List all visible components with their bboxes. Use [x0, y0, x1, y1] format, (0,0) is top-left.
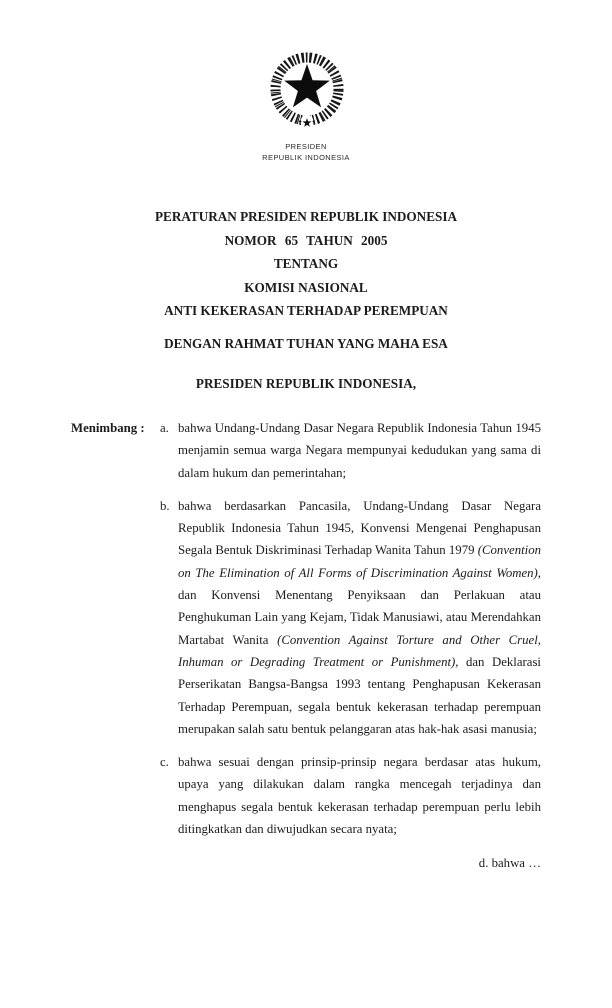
tentang-label: TENTANG [273, 256, 339, 271]
agency-line-presiden: PRESIDEN [285, 142, 327, 151]
subject-line-1: KOMISI NASIONAL [244, 279, 368, 295]
subject-line-2: ANTI KEKERASAN TERHADAP PEREMPUAN [164, 303, 448, 318]
regulation-title-block [0, 205, 612, 323]
item-marker: c. [160, 755, 169, 770]
agency-header [0, 141, 612, 163]
considerations-items [160, 417, 541, 875]
considerations-section [71, 417, 541, 875]
star-in-wreath-seal-icon [267, 48, 347, 134]
item-marker: b. [160, 498, 170, 513]
enacting-authority-line: PRESIDEN REPUBLIK INDONESIA, [195, 376, 417, 391]
consideration-item-b [160, 495, 541, 740]
item-text: bahwa Undang-Undang Dasar Negara Republik Indonesia Tahun 1945 menjamin semua warga Negara mempunyai kedudukan yang sama di dalam hukum dan pemerintahan; [178, 421, 541, 480]
consideration-item-a [160, 417, 541, 484]
convention-title-italic: (Convention on The Elimination of All Forms of Discrimination Against Women), [178, 543, 541, 580]
considerations-label: Menimbang : [71, 421, 145, 435]
consideration-item-c [160, 751, 541, 840]
convention-title-italic: (Convention Against Torture and Other Cruel, Inhuman or Degrading Treatment or Punishment), [178, 632, 541, 669]
regulation-title: PERATURAN PRESIDEN REPUBLIK INDONESIA [154, 209, 457, 224]
page-catchword: d. bahwa … [478, 856, 541, 871]
agency-line-republik-indonesia: REPUBLIK INDONESIA [262, 153, 350, 162]
item-text: bahwa sesuai dengan prinsip-prinsip negara berdasar atas hukum, upaya yang dilakukan dalam rangka mencegah terjadinya dan menghapus segala bentuk kekerasan terhadap perempuan perlu lebih ditingkatkan dan diwujudkan secara nyata; [178, 755, 541, 837]
regulation-number: NOMOR 65 TAHUN 2005 [224, 232, 388, 248]
invocation-line: DENGAN RAHMAT TUHAN YANG MAHA ESA [164, 336, 448, 351]
item-marker: a. [160, 421, 169, 435]
item-text: bahwa berdasarkan Pancasila, Undang-Undang Dasar Negara Republik Indonesia Tahun 1945, Konvensi Mengenai Penghapusan Segala Bentuk Diskriminasi Terhadap Wanita Tahun 1979 (Convention on The Elimination of All Forms of Discrimination Against Women), dan Konvensi Menentang Penyiksaan dan Perlakuan atau Penghukuman Lain yang Kejam, Tidak Manusiawi, atau Merendahkan Martabat Wanita (Convention Against Torture and Other Cruel, Inhuman or Degrading Treatment or Punishment), dan Deklarasi Perserikatan Bangsa-Bangsa 1993 tentang Penghapusan Kekerasan Terhadap Perempuan, segala bentuk kekerasan terhadap perempuan merupakan salah satu bentuk pelanggaran atas hak-hak asasi manusia; [178, 498, 541, 736]
